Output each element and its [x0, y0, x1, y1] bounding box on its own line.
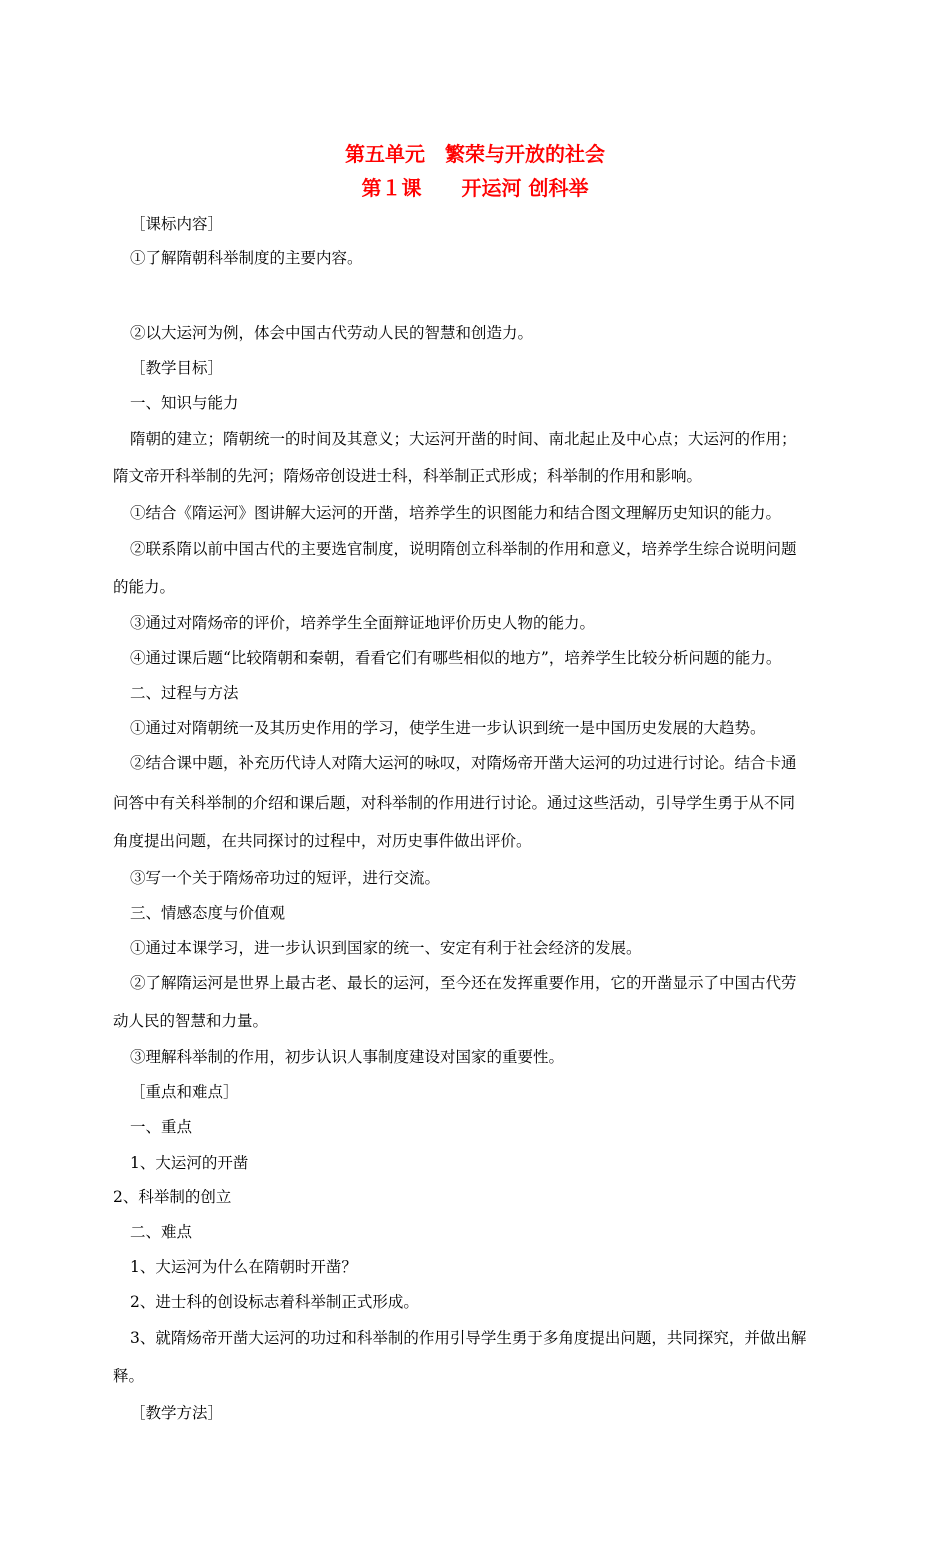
list-item: 1、大运河的开凿	[130, 1154, 249, 1172]
section-heading: ［重点和难点］	[130, 1083, 239, 1101]
section-heading: ［教学方法］	[130, 1404, 224, 1422]
paragraph: 问答中有关科举制的介绍和课后题，对科举制的作用进行讨论。通过这些活动，引导学生勇于从不同	[113, 794, 796, 812]
paragraph: 的能力。	[113, 578, 176, 596]
list-item: 3、就隋炀帝开凿大运河的功过和科举制的作用引导学生勇于多角度提出问题，共同探究，并做出解	[130, 1329, 807, 1347]
paragraph: 动人民的智慧和力量。	[113, 1012, 269, 1030]
paragraph: ②联系隋以前中国古代的主要选官制度，说明隋创立科举制的作用和意义，培养学生综合说明问题	[130, 540, 797, 558]
paragraph: ③写一个关于隋炀帝功过的短评，进行交流。	[130, 869, 441, 887]
paragraph: ①通过对隋朝统一及其历史作用的学习，使学生进一步认识到统一是中国历史发展的大趋势。	[130, 719, 766, 737]
paragraph: ①通过本课学习，进一步认识到国家的统一、安定有利于社会经济的发展。	[130, 939, 642, 957]
paragraph: ②结合课中题，补充历代诗人对隋大运河的咏叹，对隋炀帝开凿大运河的功过进行讨论。结合卡通	[130, 754, 797, 772]
subsection-heading: 二、过程与方法	[130, 684, 239, 702]
section-heading: ［课标内容］	[130, 215, 224, 233]
list-item: 释。	[113, 1367, 145, 1385]
paragraph: 角度提出问题，在共同探讨的过程中，对历史事件做出评价。	[113, 832, 532, 850]
paragraph: ④通过课后题“比较隋朝和秦朝，看看它们有哪些相似的地方”，培养学生比较分析问题的能力。	[130, 649, 782, 667]
subsection-heading: 一、重点	[130, 1118, 193, 1136]
lesson-title: 第１课 开运河 创科举	[361, 176, 589, 200]
list-item: 2、进士科的创设标志着科举制正式形成。	[130, 1293, 419, 1311]
subsection-heading: 二、难点	[130, 1223, 193, 1241]
section-heading: ［教学目标］	[130, 359, 224, 377]
paragraph: ②了解隋运河是世界上最古老、最长的运河，至今还在发挥重要作用，它的开凿显示了中国古代劳	[130, 974, 797, 992]
paragraph: ①结合《隋运河》图讲解大运河的开凿，培养学生的识图能力和结合图文理解历史知识的能力。	[130, 504, 782, 522]
paragraph: ③通过对隋炀帝的评价，培养学生全面辩证地评价历史人物的能力。	[130, 614, 596, 632]
paragraph: ①了解隋朝科举制度的主要内容。	[130, 249, 363, 267]
list-item: 1、大运河为什么在隋朝时开凿？	[130, 1258, 357, 1276]
unit-title: 第五单元 繁荣与开放的社会	[345, 142, 605, 166]
list-item: 2、科举制的创立	[113, 1188, 232, 1206]
subsection-heading: 三、情感态度与价值观	[130, 904, 286, 922]
subsection-heading: 一、知识与能力	[130, 394, 239, 412]
paragraph: 隋文帝开科举制的先河；隋炀帝创设进士科，科举制正式形成；科举制的作用和影响。	[113, 467, 703, 485]
paragraph: ③理解科举制的作用，初步认识人事制度建设对国家的重要性。	[130, 1048, 565, 1066]
paragraph: ②以大运河为例，体会中国古代劳动人民的智慧和创造力。	[130, 324, 534, 342]
paragraph: 隋朝的建立；隋朝统一的时间及其意义；大运河开凿的时间、南北起止及中心点；大运河的作用；	[130, 430, 797, 448]
